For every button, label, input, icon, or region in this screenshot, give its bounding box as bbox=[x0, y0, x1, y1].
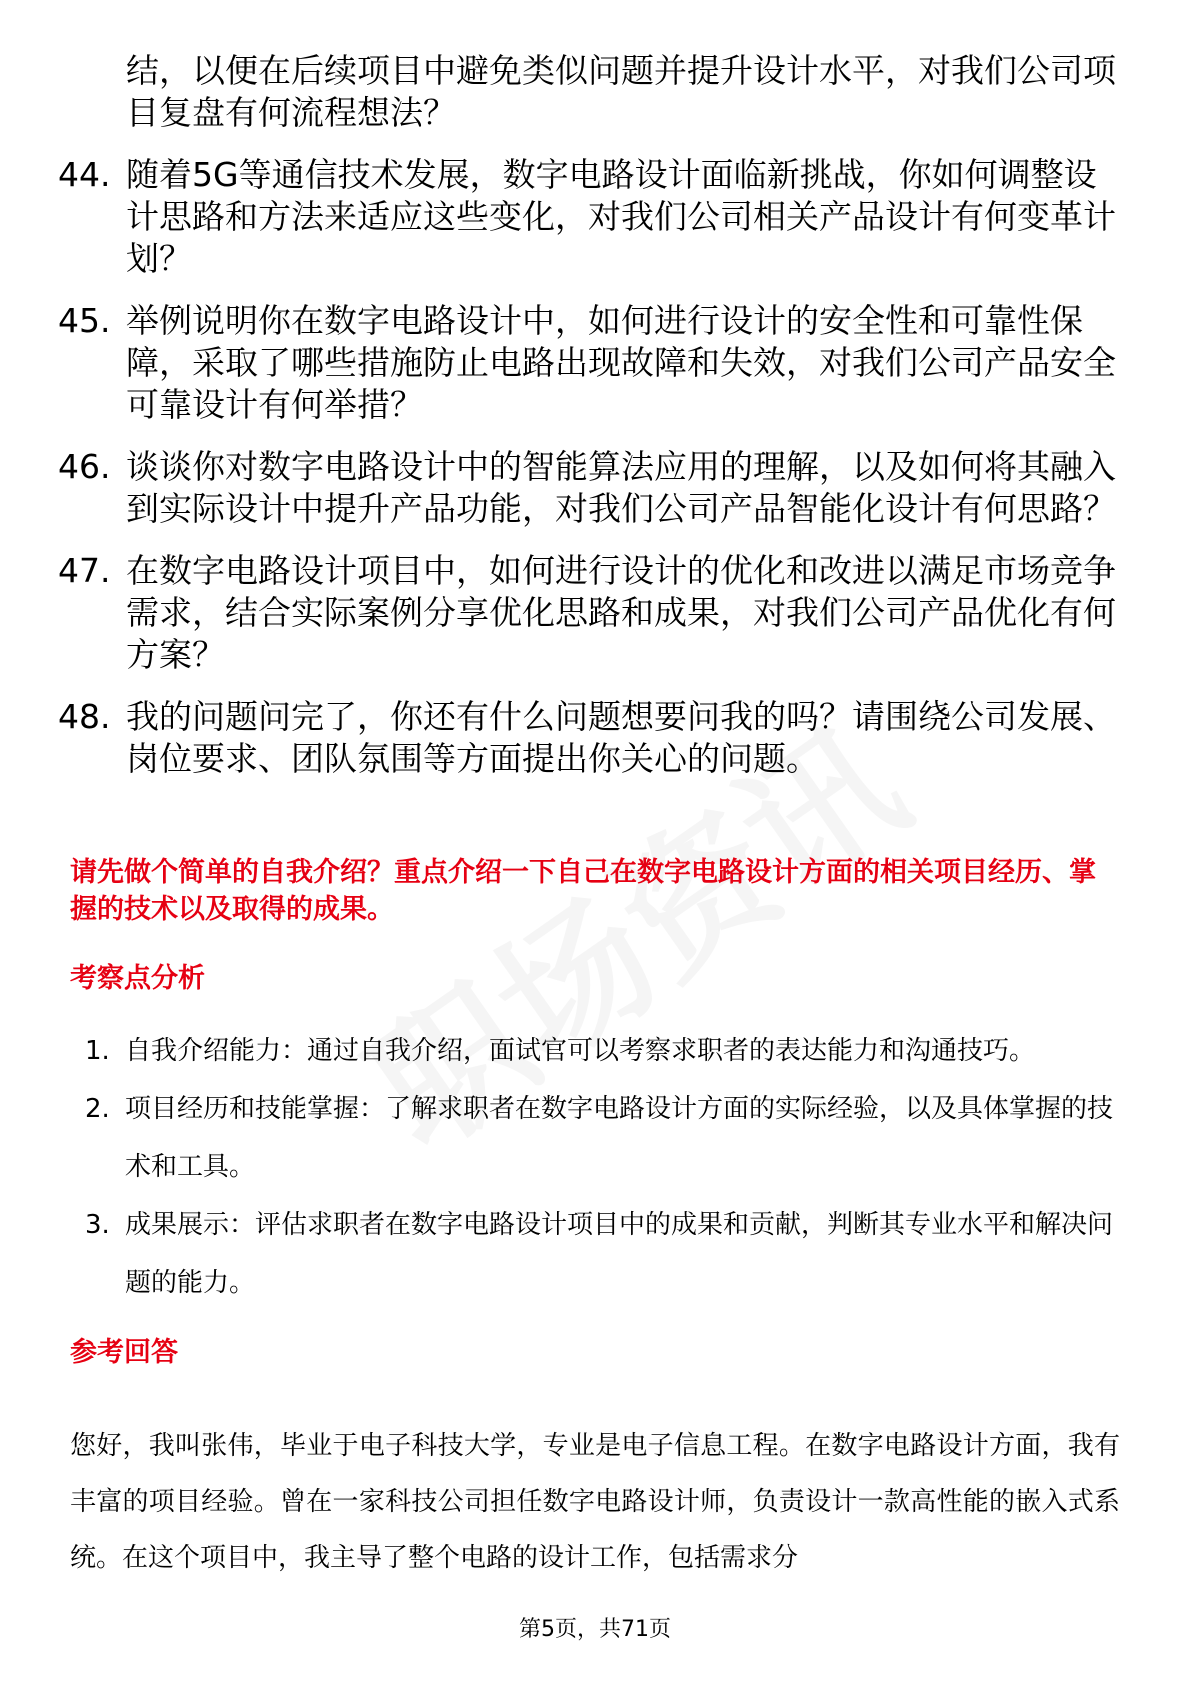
question-text: 在数字电路设计项目中，如何进行设计的优化和改进以满足市场竞争需求，结合实际案例分享优化思路和成果，对我们公司产品优化有何方案？ bbox=[126, 551, 1116, 674]
point-text: 成果展示：评估求职者在数字电路设计项目中的成果和贡献，判断其专业水平和解决问题的能力。 bbox=[125, 1210, 1114, 1298]
list-item bbox=[58, 696, 1128, 780]
point-number: 3. bbox=[85, 1210, 110, 1240]
question-text: 结，以便在后续项目中避免类似问题并提升设计水平，对我们公司项目复盘有何流程想法？ bbox=[126, 51, 1116, 132]
list-item bbox=[85, 1196, 1125, 1312]
question-text: 谈谈你对数字电路设计中的智能算法应用的理解，以及如何将其融入到实际设计中提升产品功能，对我们公司产品智能化设计有何思路？ bbox=[126, 447, 1116, 528]
point-number: 1. bbox=[85, 1036, 110, 1066]
list-item bbox=[85, 1022, 1125, 1080]
point-number: 2. bbox=[85, 1094, 110, 1124]
list-item bbox=[58, 154, 1128, 280]
highlight-question: 请先做个简单的自我介绍？重点介绍一下自己在数字电路设计方面的相关项目经历、掌握的技术以及取得的成果。 bbox=[70, 857, 1096, 925]
question-number: 45. bbox=[58, 301, 111, 340]
analysis-list bbox=[85, 1022, 1125, 1312]
list-item bbox=[58, 300, 1128, 426]
question-number: 46. bbox=[58, 447, 111, 486]
question-text: 随着5G等通信技术发展，数字电路设计面临新挑战，你如何调整设计思路和方法来适应这些变化，对我们公司相关产品设计有何变革计划？ bbox=[126, 155, 1116, 278]
list-item bbox=[58, 550, 1128, 676]
list-item bbox=[58, 50, 1128, 134]
point-text: 自我介绍能力：通过自我介绍，面试官可以考察求职者的表达能力和沟通技巧。 bbox=[125, 1036, 1036, 1066]
question-list bbox=[58, 50, 1128, 800]
question-text: 我的问题问完了，你还有什么问题想要问我的吗？请围绕公司发展、岗位要求、团队氛围等方面提出你关心的问题。 bbox=[126, 697, 1116, 778]
question-number: 48. bbox=[58, 697, 111, 736]
point-text: 项目经历和技能掌握：了解求职者在数字电路设计方面的实际经验，以及具体掌握的技术和工具。 bbox=[125, 1094, 1114, 1182]
page-footer: 第5页，共71页 bbox=[519, 1617, 671, 1642]
answer-title: 参考回答 bbox=[70, 1337, 178, 1368]
list-item bbox=[85, 1080, 1125, 1196]
answer-text: 您好，我叫张伟，毕业于电子科技大学，专业是电子信息工程。在数字电路设计方面，我有丰富的项目经验。曾在一家科技公司担任数字电路设计师，负责设计一款高性能的嵌入式系统。在这个项目中，我主导了整个电路的设计工作，包括需求分 bbox=[70, 1431, 1120, 1573]
list-item bbox=[58, 446, 1128, 530]
analysis-title: 考察点分析 bbox=[70, 963, 205, 994]
question-number: 47. bbox=[58, 551, 111, 590]
question-text: 举例说明你在数字电路设计中，如何进行设计的安全性和可靠性保障，采取了哪些措施防止电路出现故障和失效，对我们公司产品安全可靠设计有何举措？ bbox=[126, 301, 1116, 424]
question-number: 44. bbox=[58, 155, 111, 194]
